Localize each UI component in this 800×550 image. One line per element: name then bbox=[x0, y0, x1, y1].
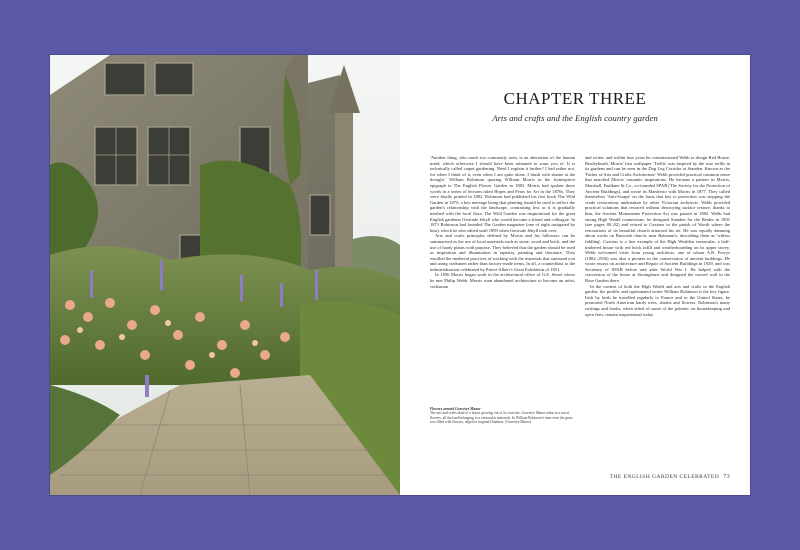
body-columns bbox=[430, 155, 730, 317]
left-page-photo bbox=[50, 55, 400, 495]
paragraph: and writer, and within four years he commissioned Webb to design Red House, Bexleyheath. Morris' first wallpaper 'Trellis' was inspired by the rose trellis in its gardens and can be seen in the Dog Leg Corridor at Standen. Known as the 'Father of Arts and Crafts Architecture' Webb provided practical common sense that matched Morris' romantic inspirations. He became a partner in Morris, Marshall, Faulkner & Co., co-founded SPAB (The Society for the Protection of Ancient Buildings), and wrote its Manifesto with Morris in 1877. They called themselves 'Anti-Scrape' on the basis that key to protection was stopping the crude restorations undertaken by other Victorian architects. Webb provided practical solutions that restored without destroying surface texture, thanks to him, the Ancient Monuments Protection Act was passed in 1882. Webb had strong High Weald connections: he designed Standen for the Beales in 1891 (see pages 80–82) and retired to Caxtons in the parish of Worth where the restorations of its beautiful church attracted his ire. He was equally damning about works on Burwash church, near Bateman's, describing them as 'witless fiddling'. Caxtons is a fine example of the High Wealden vernacular, a half-timbered house with red brick infill and weatherboarding on its upper storey. Webb welcomed visits from young architects, one of whom A.R. Powys (1882–1936) was also a pioneer in the conservation of ancient buildings. He wrote essays on architecture and Repair of Ancient Buildings in 1929, and was Secretary of SPAB before and after World War I. He helped with the conversion of the house at Sissinghurst and designed the curved wall in the Rose Garden there. bbox=[585, 155, 730, 284]
page-footer bbox=[610, 474, 730, 480]
caption-text: The arts and crafts ideal of a house growing out of its own site. Gravetye Manor when in a sea of flowers, all the land belonging to a vernacular materials. In William Robinson's time even the grass was filled with flowers, edged in fragrant Dianthus. (Gravetye Manor) bbox=[430, 411, 573, 425]
running-head: THE ENGLISH GARDEN CELEBRATED bbox=[609, 474, 720, 480]
chapter-title: CHAPTER THREE bbox=[503, 89, 647, 108]
book-spread bbox=[50, 55, 750, 495]
text-column-right bbox=[585, 155, 730, 317]
paragraph: In 1856 Morris began work in the architectural office of G.E. Street where he met Philip Webb. Morris soon abandoned architecture to become an artist, craftsman bbox=[430, 272, 575, 289]
paragraph: 'Another thing, also much too commonly seen, is an aberration of the human mind, which otherwise I should have been ashamed to warn you of. It is technically called carpet gardening. Need I explain it further? I had rather not, for when I think of it, even when I am quite alone, I blush with shame at the thought.' William Robinson quoting William Morris in the frontispiece epigraph to The English Flower Garden in 1883. Morris had spoken these words in a series of lectures titled Hopes and Fears for Art in the 1870s. They were finally printed in 1882. Robinson had published his first book The Wild Garden in 1870, a key message being that planting should be used to reflect the garden's relationship with the landscape, contrasting less as it is gradually meshed with the local flora. The Wild Garden was inspirational for the great English gardener Gertrude Jekyll who would become a friend and colleague. In 1871 Robinson had founded The Garden magazine (one of eight instigated by him), which he also edited until 1899 when Gertrude Jekyll took over. bbox=[430, 155, 575, 233]
caption-title: Flowers around Gravetye Manor bbox=[430, 407, 481, 411]
garden-photo bbox=[50, 55, 400, 495]
page-number: 73 bbox=[723, 474, 730, 480]
paragraph: In the context of both the High Weald and arts and crafts in the English garden, the prolific and opinionated writer William Robinson is the key figure. Irish by birth he travelled regularly to France and to the United States, he promoted North American hardy trees, shrubs and flowers. Robinson's many writings and books, when sifted of some of the polemic on housekeeping and open fires, remain inspirational today. bbox=[585, 283, 730, 317]
chapter-subtitle: Arts and crafts and the English country garden bbox=[492, 113, 658, 123]
photo-caption bbox=[430, 407, 575, 425]
text-column-left bbox=[430, 155, 575, 317]
paragraph: Arts and crafts principles defined by Morris and his followers can be summarised as the use of local materials such as stone, wood and brick, and the use of hardy plants with purpose. They believed that the garden should be used as inspiration and illumination in tapestry, painting and literature. They extolled the medieval practices of working with the materials that surround you and using craftsmen rather than factory-made items. In all, a counterblast to the industrialisation celebrated by Prince Albert's Great Exhibition of 1851. bbox=[430, 233, 575, 272]
right-page-text bbox=[400, 55, 750, 495]
